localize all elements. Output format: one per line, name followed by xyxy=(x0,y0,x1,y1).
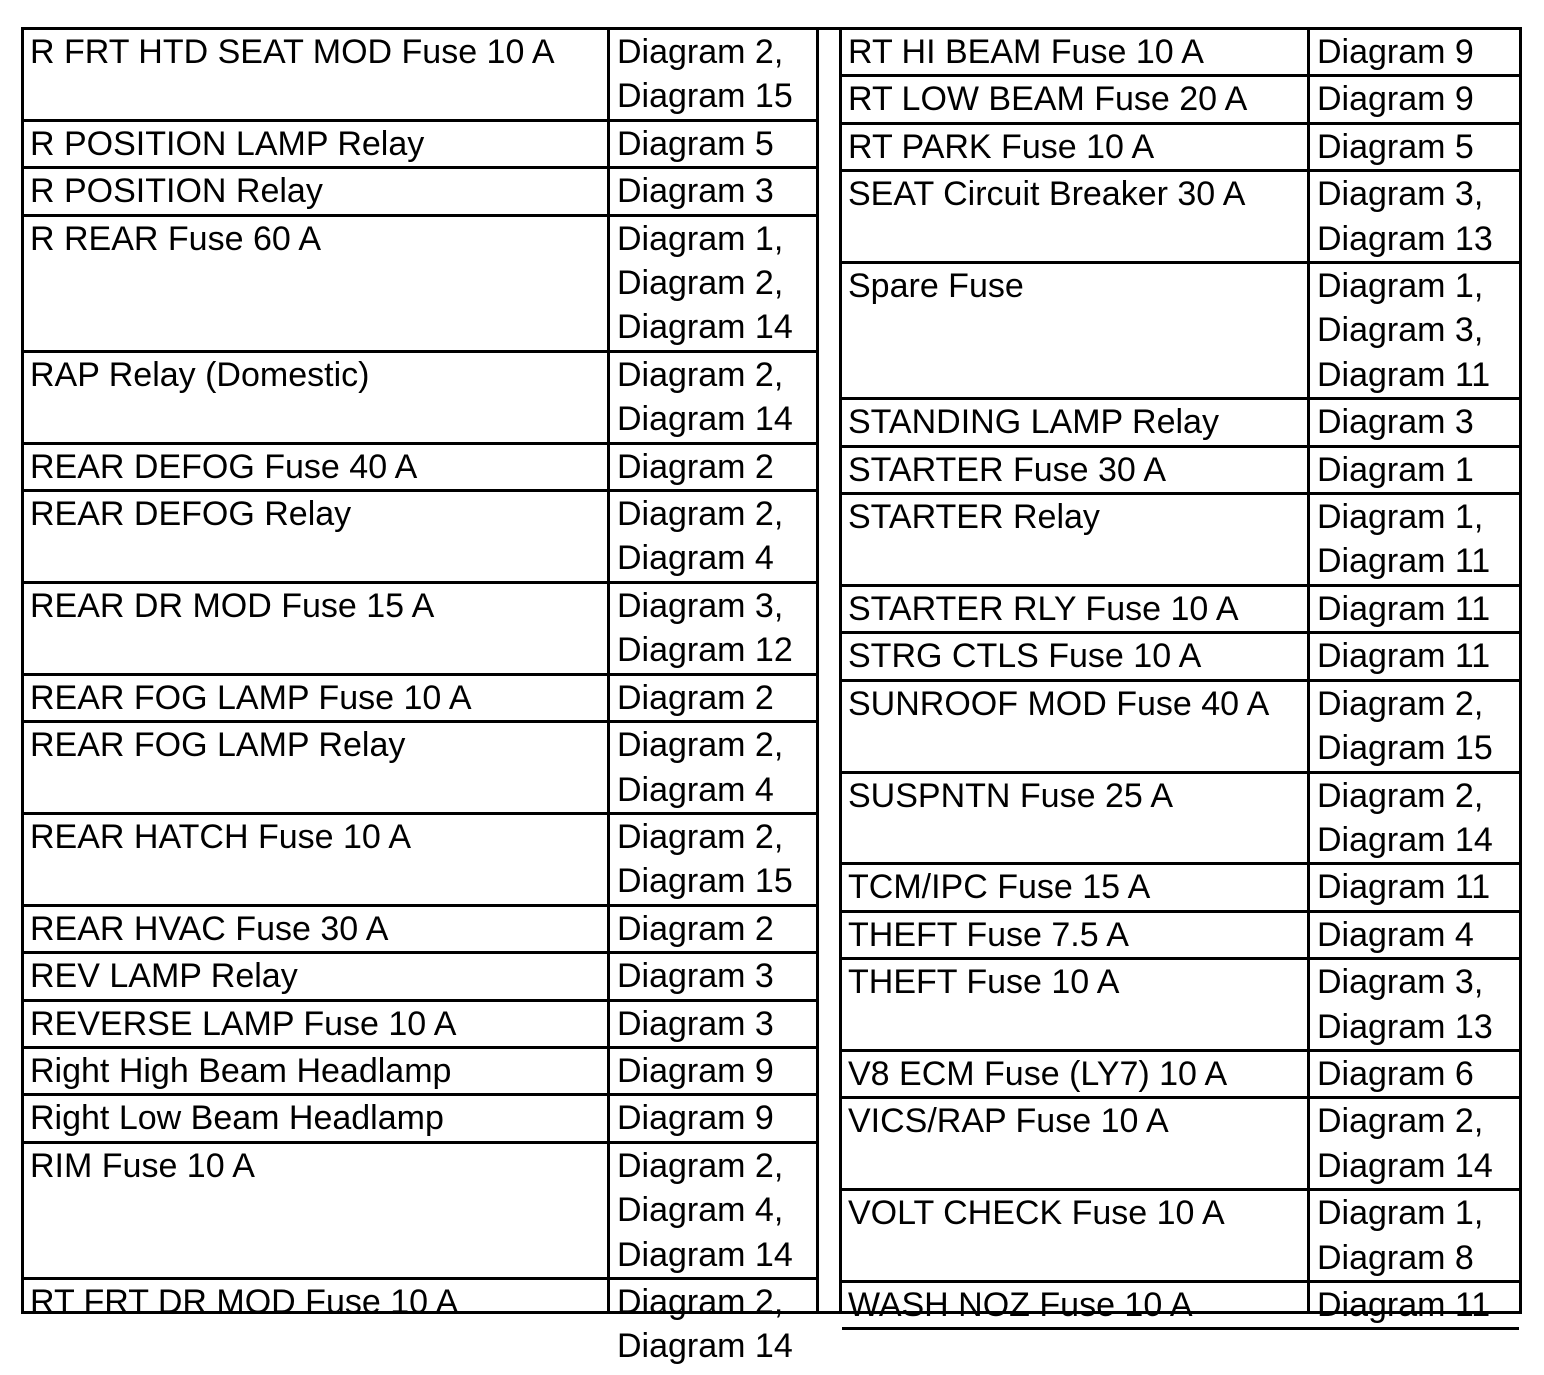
table-row xyxy=(24,445,816,492)
diagram-references xyxy=(1307,913,1519,957)
diagram-references xyxy=(607,353,816,442)
component-name: RT FRT DR MOD Fuse 10 A xyxy=(30,1282,459,1321)
diagram-reference: Diagram 3 xyxy=(617,1004,774,1043)
diagram-references xyxy=(607,122,816,166)
diagram-references xyxy=(607,584,816,673)
diagram-reference: Diagram 15 xyxy=(617,862,793,901)
diagram-references xyxy=(607,217,816,350)
diagram-references xyxy=(607,169,816,213)
diagram-references xyxy=(1307,1283,1519,1327)
table-row xyxy=(842,960,1519,1052)
component-name xyxy=(842,1330,1307,1374)
component-name: Spare Fuse xyxy=(848,267,1024,306)
diagram-references xyxy=(607,954,816,998)
table-row xyxy=(842,77,1519,124)
component-name: REV LAMP Relay xyxy=(30,957,298,996)
table-row xyxy=(24,122,816,169)
component-name: VOLT CHECK Fuse 10 A xyxy=(848,1194,1225,1233)
diagram-references xyxy=(1307,400,1519,444)
table-row xyxy=(842,913,1519,960)
diagram-reference: Diagram 2 xyxy=(617,447,774,486)
diagram-reference: Diagram 4 xyxy=(617,539,774,578)
table-row xyxy=(24,1049,816,1096)
component-name: RT LOW BEAM Fuse 20 A xyxy=(848,80,1248,119)
component-name: R FRT HTD SEAT MOD Fuse 10 A xyxy=(30,33,555,71)
table-row xyxy=(24,1096,816,1143)
table-row xyxy=(842,125,1519,172)
table-row xyxy=(24,584,816,676)
component-name: Right Low Beam Headlamp xyxy=(30,1099,444,1138)
diagram-references xyxy=(1307,77,1519,121)
diagram-references xyxy=(607,1280,816,1369)
table-row xyxy=(24,1280,816,1369)
diagram-references xyxy=(1307,495,1519,584)
component-name: THEFT Fuse 10 A xyxy=(848,963,1120,1002)
component-name: REAR HVAC Fuse 30 A xyxy=(30,909,389,948)
diagram-reference: Diagram 9 xyxy=(1317,80,1474,119)
table-row xyxy=(24,217,816,353)
diagram-reference: Diagram 3, xyxy=(1317,311,1484,350)
table-row xyxy=(842,865,1519,912)
component-name: RAP Relay (Domestic) xyxy=(30,355,370,394)
table-row xyxy=(842,1330,1519,1374)
component-name: REAR DEFOG Fuse 40 A xyxy=(30,447,418,486)
table-row xyxy=(24,1144,816,1280)
table-row xyxy=(24,676,816,723)
fuse-index-table xyxy=(21,27,1522,1366)
diagram-references xyxy=(1307,1099,1519,1188)
component-name: SUNROOF MOD Fuse 40 A xyxy=(848,684,1270,723)
diagram-reference: Diagram 1, xyxy=(1317,267,1484,306)
diagram-reference: Diagram 2 xyxy=(617,678,774,717)
diagram-references xyxy=(1307,1191,1519,1280)
component-name: STARTER RLY Fuse 10 A xyxy=(848,589,1239,628)
diagram-reference: Diagram 1, xyxy=(617,219,784,258)
table-row xyxy=(842,1283,1519,1330)
table-row xyxy=(24,815,816,907)
diagram-references xyxy=(1307,448,1519,492)
diagram-references xyxy=(607,1049,816,1093)
diagram-reference: Diagram 2, xyxy=(617,817,784,856)
diagram-reference: Diagram 13 xyxy=(1317,219,1493,258)
diagram-reference xyxy=(1317,1330,1519,1374)
diagram-reference: Diagram 14 xyxy=(617,308,793,347)
table-row xyxy=(24,723,816,815)
diagram-reference: Diagram 5 xyxy=(1317,127,1474,166)
diagram-reference: Diagram 14 xyxy=(1317,820,1493,859)
table-row xyxy=(842,448,1519,495)
diagram-reference: Diagram 3, xyxy=(1317,175,1484,214)
component-name: R POSITION LAMP Relay xyxy=(30,124,425,163)
table-row xyxy=(24,954,816,1001)
table-row xyxy=(24,353,816,445)
diagram-reference: Diagram 2 xyxy=(617,909,774,948)
table-row xyxy=(24,492,816,584)
component-name: WASH NOZ Fuse 10 A xyxy=(848,1285,1193,1324)
diagram-references xyxy=(607,907,816,951)
component-name: STANDING LAMP Relay xyxy=(848,403,1219,442)
diagram-reference: Diagram 8 xyxy=(1317,1238,1474,1277)
diagram-reference: Diagram 14 xyxy=(617,1327,793,1366)
diagram-reference: Diagram 3, xyxy=(1317,963,1484,1002)
diagram-reference: Diagram 5 xyxy=(617,124,774,163)
component-name: RT PARK Fuse 10 A xyxy=(848,127,1155,166)
diagram-reference: Diagram 2, xyxy=(617,1282,784,1321)
table-row xyxy=(842,172,1519,264)
table-row xyxy=(842,264,1519,400)
diagram-reference: Diagram 2, xyxy=(1317,776,1484,815)
diagram-references xyxy=(607,1002,816,1046)
table-row xyxy=(842,1052,1519,1099)
diagram-references xyxy=(607,815,816,904)
column-divider xyxy=(1307,30,1310,1311)
column-gap xyxy=(819,30,842,1311)
component-name: STRG CTLS Fuse 10 A xyxy=(848,637,1202,676)
diagram-reference: Diagram 15 xyxy=(617,77,793,116)
component-name: REAR FOG LAMP Relay xyxy=(30,726,406,765)
diagram-reference: Diagram 2, xyxy=(617,1146,784,1185)
component-name: REAR FOG LAMP Fuse 10 A xyxy=(30,678,472,717)
diagram-reference: Diagram 13 xyxy=(1317,1007,1493,1046)
component-name: SEAT Circuit Breaker 30 A xyxy=(848,175,1246,214)
table-row xyxy=(842,1191,1519,1283)
component-name: TCM/IPC Fuse 15 A xyxy=(848,868,1151,907)
diagram-references xyxy=(1307,1052,1519,1096)
component-name: REVERSE LAMP Fuse 10 A xyxy=(30,1004,457,1043)
diagram-references xyxy=(1307,172,1519,261)
table-row xyxy=(842,682,1519,774)
diagram-reference: Diagram 4, xyxy=(617,1191,784,1230)
diagram-reference: Diagram 14 xyxy=(617,400,793,439)
diagram-reference: Diagram 3 xyxy=(617,957,774,996)
diagram-reference: Diagram 2, xyxy=(617,355,784,394)
diagram-reference: Diagram 12 xyxy=(617,631,793,670)
component-name: R POSITION Relay xyxy=(30,172,323,211)
component-name: VICS/RAP Fuse 10 A xyxy=(848,1102,1169,1141)
diagram-reference: Diagram 2, xyxy=(617,264,784,303)
diagram-reference: Diagram 1, xyxy=(1317,498,1484,537)
diagram-reference: Diagram 4 xyxy=(1317,915,1474,954)
diagram-reference: Diagram 9 xyxy=(1317,33,1474,71)
diagram-reference: Diagram 11 xyxy=(1317,1285,1491,1324)
table-row xyxy=(842,587,1519,634)
table-row xyxy=(24,169,816,216)
diagram-reference: Diagram 11 xyxy=(1317,868,1491,907)
diagram-references xyxy=(607,492,816,581)
table-row xyxy=(842,400,1519,447)
diagram-references xyxy=(1307,682,1519,771)
diagram-reference: Diagram 1, xyxy=(1317,1194,1484,1233)
diagram-reference: Diagram 9 xyxy=(617,1099,774,1138)
component-name: REAR DEFOG Relay xyxy=(30,495,352,534)
table-row xyxy=(24,30,816,122)
component-name: RIM Fuse 10 A xyxy=(30,1146,255,1185)
diagram-reference: Diagram 4 xyxy=(617,770,774,809)
component-name: STARTER Relay xyxy=(848,498,1100,537)
diagram-references xyxy=(1307,1330,1519,1374)
diagram-reference: Diagram 2, xyxy=(617,726,784,765)
diagram-references xyxy=(607,1096,816,1140)
component-name: THEFT Fuse 7.5 A xyxy=(848,915,1129,954)
diagram-reference: Diagram 11 xyxy=(1317,542,1491,581)
diagram-reference: Diagram 11 xyxy=(1317,355,1491,394)
diagram-reference: Diagram 14 xyxy=(1317,1146,1493,1185)
table-row xyxy=(842,1099,1519,1191)
table-row xyxy=(24,1002,816,1049)
diagram-reference: Diagram 3 xyxy=(1317,403,1474,442)
diagram-references xyxy=(1307,634,1519,678)
diagram-reference: Diagram 14 xyxy=(617,1235,793,1274)
component-name: STARTER Fuse 30 A xyxy=(848,450,1167,489)
diagram-references xyxy=(1307,264,1519,397)
component-name: V8 ECM Fuse (LY7) 10 A xyxy=(848,1054,1228,1093)
diagram-reference: Diagram 2, xyxy=(617,33,784,71)
component-name: Right High Beam Headlamp xyxy=(30,1051,452,1090)
left-table-column xyxy=(24,30,819,1366)
diagram-reference: Diagram 15 xyxy=(1317,729,1493,768)
component-name: REAR DR MOD Fuse 15 A xyxy=(30,586,435,625)
diagram-reference: Diagram 3, xyxy=(617,586,784,625)
diagram-references xyxy=(1307,774,1519,863)
diagram-reference: Diagram 2, xyxy=(1317,684,1484,723)
component-name: SUSPNTN Fuse 25 A xyxy=(848,776,1174,815)
diagram-reference: Diagram 1 xyxy=(1317,450,1474,489)
diagram-references xyxy=(607,1144,816,1277)
table-row xyxy=(842,30,1519,77)
diagram-references xyxy=(607,723,816,812)
diagram-reference: Diagram 3 xyxy=(617,172,774,211)
diagram-reference: Diagram 2, xyxy=(1317,1102,1484,1141)
table-row xyxy=(842,495,1519,587)
diagram-references xyxy=(607,30,816,119)
diagram-references xyxy=(1307,960,1519,1049)
diagram-references xyxy=(1307,125,1519,169)
diagram-references xyxy=(1307,865,1519,909)
diagram-references xyxy=(607,676,816,720)
diagram-reference: Diagram 11 xyxy=(1317,637,1491,676)
table-row xyxy=(24,907,816,954)
diagram-references xyxy=(607,445,816,489)
component-name: R REAR Fuse 60 A xyxy=(30,219,322,258)
diagram-references xyxy=(1307,587,1519,631)
component-name: REAR HATCH Fuse 10 A xyxy=(30,817,412,856)
diagram-reference: Diagram 2, xyxy=(617,495,784,534)
diagram-reference: Diagram 11 xyxy=(1317,589,1491,628)
table-row xyxy=(842,774,1519,866)
table-row xyxy=(842,634,1519,681)
diagram-reference: Diagram 6 xyxy=(1317,1054,1474,1093)
column-divider xyxy=(607,30,610,1311)
component-name: RT HI BEAM Fuse 10 A xyxy=(848,33,1204,71)
diagram-reference: Diagram 9 xyxy=(617,1051,774,1090)
right-table-column xyxy=(842,30,1519,1324)
diagram-references xyxy=(1307,30,1519,74)
